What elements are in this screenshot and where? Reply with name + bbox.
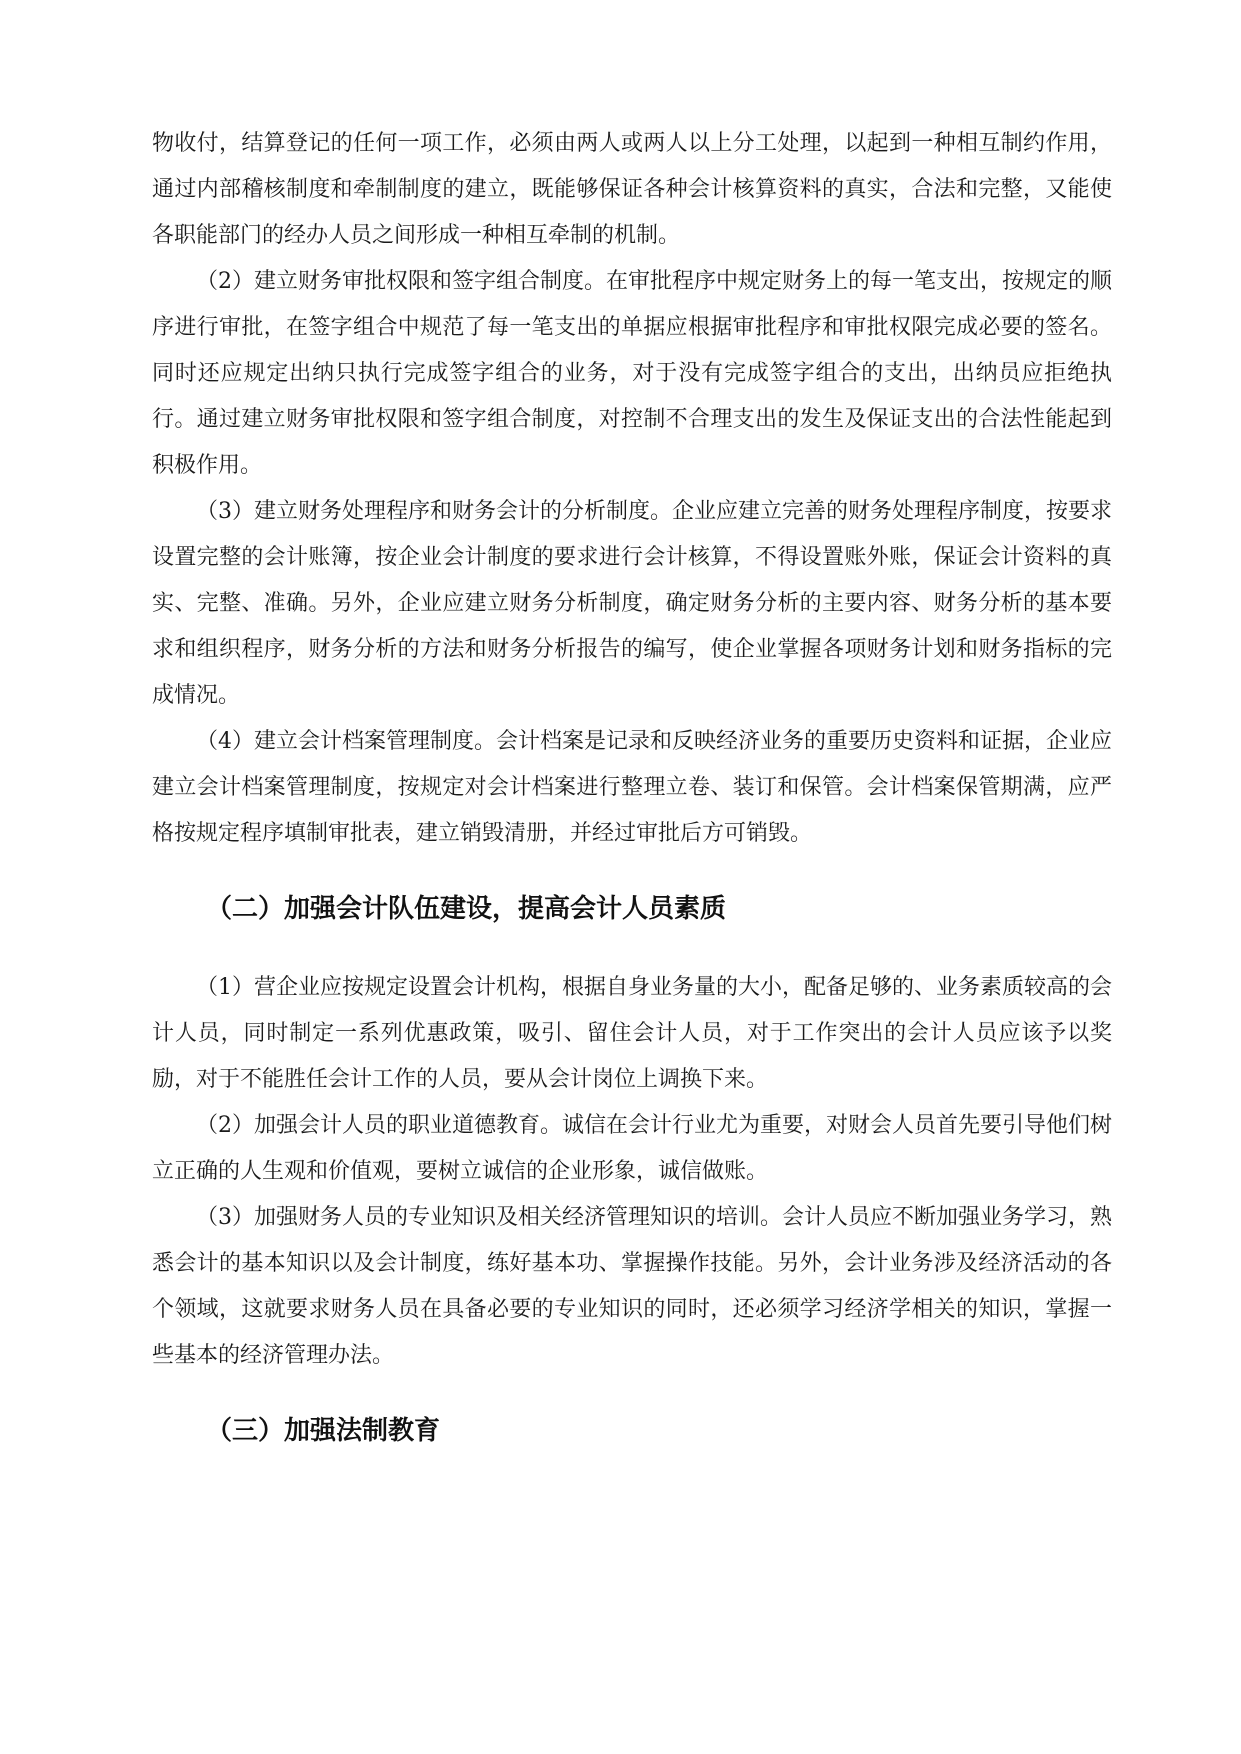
spacer [152, 927, 1112, 965]
list-item: （3）建立财务处理程序和财务会计的分析制度。企业应建立完善的财务处理程序制度，按要求设置完整的会计账簿，按企业会计制度的要求进行会计核算，不得设置账外账，保证会计资料的真实、完整、准确。另外，企业应建立财务分析制度，确定财务分析的主要内容、财务分析的基本要求和组织程序，财务分析的方法和财务分析报告的编写，使企业掌握各项财务计划和财务指标的完成情况。 [152, 499, 1113, 708]
list-item: （4）建立会计档案管理制度。会计档案是记录和反映经济业务的重要历史资料和证据，企业应建立会计档案管理制度，按规定对会计档案进行整理立卷、装订和保管。会计档案保管期满，应严格按规定程序填制审批表，建立销毁清册，并经过审批后方可销毁。 [152, 729, 1113, 846]
section-heading: （二）加强会计队伍建设，提高会计人员素质 [206, 894, 727, 924]
list-item: （2）加强会计人员的职业道德教育。诚信在会计行业尤为重要，对财会人员首先要引导他们树立正确的人生观和价值观，要树立诚信的企业形象，诚信做账。 [152, 1113, 1113, 1184]
spacer [152, 1379, 1112, 1413]
list-item: （2）建立财务审批权限和签字组合制度。在审批程序中规定财务上的每一笔支出，按规定的顺序进行审批，在签字组合中规范了每一笔支出的单据应根据审批程序和审批权限完成必要的签名。同时还应规定出纳只执行完成签字组合的业务，对于没有完成签字组合的支出，出纳员应拒绝执行。通过建立财务审批权限和签字组合制度，对控制不合理支出的发生及保证支出的合法性能起到积极作用。 [152, 269, 1113, 478]
document-body [152, 121, 1112, 1449]
spacer [152, 857, 1112, 891]
opening-paragraph: 物收付，结算登记的任何一项工作，必须由两人或两人以上分工处理，以起到一种相互制约作用，通过内部稽核制度和牵制制度的建立，既能够保证各种会计核算资料的真实，合法和完整，又能使各职能部门的经办人员之间形成一种相互牵制的机制。 [152, 131, 1112, 248]
section-heading: （三）加强法制教育 [206, 1416, 441, 1446]
list-item: （3）加强财务人员的专业知识及相关经济管理知识的培训。会计人员应不断加强业务学习，熟悉会计的基本知识以及会计制度，练好基本功、掌握操作技能。另外，会计业务涉及经济活动的各个领域，这就要求财务人员在具备必要的专业知识的同时，还必须学习经济学相关的知识，掌握一些基本的经济管理办法。 [152, 1205, 1113, 1368]
list-item: （1）营企业应按规定设置会计机构，根据自身业务量的大小，配备足够的、业务素质较高的会计人员，同时制定一系列优惠政策，吸引、留住会计人员，对于工作突出的会计人员应该予以奖励，对于不能胜任会计工作的人员，要从会计岗位上调换下来。 [152, 975, 1113, 1092]
